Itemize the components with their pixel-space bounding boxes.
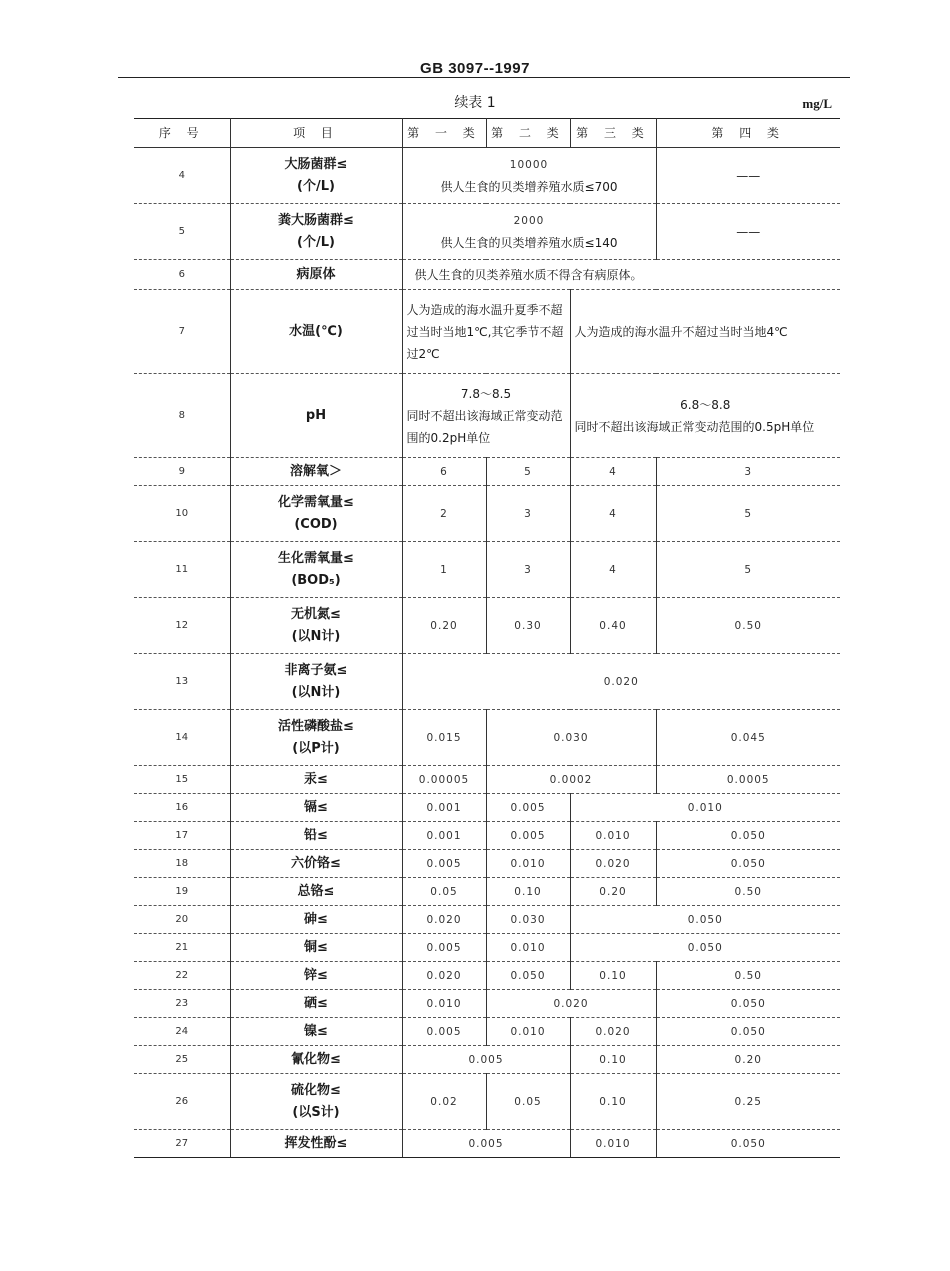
parameter-unit: (以N计) xyxy=(291,628,341,644)
parameter-name xyxy=(230,204,402,260)
row-number: 26 xyxy=(134,1074,230,1130)
ph-note: 同时不超出该海域正常变动范围的0.5pH单位 xyxy=(574,419,815,434)
class-1-value: 0.00005 xyxy=(402,766,486,794)
table-row xyxy=(134,1074,840,1130)
class-3-4-description: 人为造成的海水温升不超过当时当地4℃ xyxy=(570,290,840,374)
row-number: 17 xyxy=(134,822,230,850)
class-4-value: 5 xyxy=(656,486,840,542)
class-4-value: 0.050 xyxy=(656,850,840,878)
table-row xyxy=(134,794,840,822)
parameter-name: 镍≤ xyxy=(230,1018,402,1046)
class-3-value: 0.010 xyxy=(570,822,656,850)
header-rule xyxy=(118,77,850,78)
class-3-4-value: 0.050 xyxy=(570,934,840,962)
parameter-name: 水温(℃) xyxy=(230,290,402,374)
table-row xyxy=(134,822,840,850)
parameter-name: 砷≤ xyxy=(230,906,402,934)
class-1-value: 6 xyxy=(402,458,486,486)
ph-range: 6.8～8.8 xyxy=(680,397,731,412)
unit-label: mg/L xyxy=(802,96,832,111)
table-row xyxy=(134,374,840,458)
parameter-unit: (BOD₅) xyxy=(291,572,341,588)
class-4-value: 0.0005 xyxy=(656,766,840,794)
header-class-1: 第 一 类 xyxy=(402,119,486,148)
class-1-value: 0.02 xyxy=(402,1074,486,1130)
parameter-label: 大肠菌群≤ xyxy=(284,156,348,172)
class-2-value: 0.005 xyxy=(486,794,570,822)
class-1-value: 0.015 xyxy=(402,710,486,766)
row-number: 12 xyxy=(134,598,230,654)
merged-note: 供人生食的贝类增养殖水质≤700 xyxy=(440,179,618,194)
parameter-name xyxy=(230,710,402,766)
class-4-value: 0.050 xyxy=(656,1130,840,1158)
parameter-name: 六价铬≤ xyxy=(230,850,402,878)
parameter-label: 无机氮≤ xyxy=(291,606,341,622)
class-4-value: 0.045 xyxy=(656,710,840,766)
parameter-name: 氰化物≤ xyxy=(230,1046,402,1074)
parameter-label: 非离子氨≤ xyxy=(284,662,348,678)
class-2-3-value: 0.030 xyxy=(486,710,656,766)
class-1-value: 1 xyxy=(402,542,486,598)
row-number: 10 xyxy=(134,486,230,542)
class-1-2-description: 人为造成的海水温升夏季不超过当时当地1℃,其它季节不超过2℃ xyxy=(402,290,570,374)
table-row xyxy=(134,990,840,1018)
row-number: 9 xyxy=(134,458,230,486)
row-number: 24 xyxy=(134,1018,230,1046)
class-2-value: 0.050 xyxy=(486,962,570,990)
class-1-2-value: 0.005 xyxy=(402,1046,570,1074)
class-2-value: 0.030 xyxy=(486,906,570,934)
merged-value-cell xyxy=(402,148,656,204)
merged-value: 2000 xyxy=(513,214,545,227)
class-1-value: 0.005 xyxy=(402,850,486,878)
header-item: 项 目 xyxy=(230,119,402,148)
class-4-value: 0.50 xyxy=(656,598,840,654)
row-number: 16 xyxy=(134,794,230,822)
table-row xyxy=(134,260,840,290)
class-3-value: 0.10 xyxy=(570,1074,656,1130)
parameter-name xyxy=(230,654,402,710)
row-number: 21 xyxy=(134,934,230,962)
class-3-value: 0.020 xyxy=(570,850,656,878)
class-2-value: 3 xyxy=(486,542,570,598)
class-1-value: 0.001 xyxy=(402,822,486,850)
class-2-3-value: 0.0002 xyxy=(486,766,656,794)
parameter-name: 溶解氧＞ xyxy=(230,458,402,486)
parameter-name: 铅≤ xyxy=(230,822,402,850)
class-4-value: 0.20 xyxy=(656,1046,840,1074)
all-classes-value: 0.020 xyxy=(402,654,840,710)
table-row xyxy=(134,654,840,710)
merged-value-cell xyxy=(402,204,656,260)
class-3-4-value: 0.010 xyxy=(570,794,840,822)
parameter-name: 汞≤ xyxy=(230,766,402,794)
parameter-name: pH xyxy=(230,374,402,458)
table-row xyxy=(134,204,840,260)
row-number: 4 xyxy=(134,148,230,204)
class-4-value: —— xyxy=(656,204,840,260)
table-row xyxy=(134,1018,840,1046)
class-1-2-ph xyxy=(402,374,570,458)
class-2-value: 0.010 xyxy=(486,1018,570,1046)
table-row xyxy=(134,906,840,934)
class-4-value: 0.25 xyxy=(656,1074,840,1130)
parameter-name xyxy=(230,148,402,204)
class-1-value: 0.010 xyxy=(402,990,486,1018)
table-row xyxy=(134,542,840,598)
class-1-value: 0.005 xyxy=(402,934,486,962)
parameter-unit: (以N计) xyxy=(291,684,341,700)
class-4-value: 0.50 xyxy=(656,962,840,990)
class-4-value: 3 xyxy=(656,458,840,486)
table-row xyxy=(134,766,840,794)
table-row xyxy=(134,290,840,374)
parameter-unit: (以S计) xyxy=(292,1104,340,1120)
class-1-value: 2 xyxy=(402,486,486,542)
parameter-name xyxy=(230,542,402,598)
parameter-unit: (个/L) xyxy=(297,234,335,250)
class-2-value: 3 xyxy=(486,486,570,542)
ph-note: 同时不超出该海域正常变动范围的0.2pH单位 xyxy=(406,408,563,445)
class-1-value: 0.020 xyxy=(402,906,486,934)
class-3-value: 0.10 xyxy=(570,962,656,990)
parameter-unit: (COD) xyxy=(294,516,338,532)
row-number: 14 xyxy=(134,710,230,766)
header-class-3: 第 三 类 xyxy=(570,119,656,148)
parameter-label: 粪大肠菌群≤ xyxy=(278,212,354,228)
parameter-unit: (个/L) xyxy=(297,178,335,194)
parameter-label: 硫化物≤ xyxy=(291,1082,341,1098)
row-number: 13 xyxy=(134,654,230,710)
class-4-value: 5 xyxy=(656,542,840,598)
row-number: 8 xyxy=(134,374,230,458)
description-cell: 供人生食的贝类养殖水质不得含有病原体。 xyxy=(402,260,840,290)
row-number: 23 xyxy=(134,990,230,1018)
parameter-label: 活性磷酸盐≤ xyxy=(278,718,354,734)
row-number: 18 xyxy=(134,850,230,878)
table-row xyxy=(134,1130,840,1158)
parameter-label: 生化需氧量≤ xyxy=(278,550,354,566)
class-2-value: 0.30 xyxy=(486,598,570,654)
table-row xyxy=(134,148,840,204)
table-row xyxy=(134,934,840,962)
parameter-name: 铜≤ xyxy=(230,934,402,962)
parameter-name: 总铬≤ xyxy=(230,878,402,906)
row-number: 5 xyxy=(134,204,230,260)
row-number: 11 xyxy=(134,542,230,598)
class-1-value: 0.20 xyxy=(402,598,486,654)
class-1-value: 0.020 xyxy=(402,962,486,990)
class-1-value: 0.001 xyxy=(402,794,486,822)
class-4-value: 0.50 xyxy=(656,878,840,906)
merged-note: 供人生食的贝类增养殖水质≤140 xyxy=(440,235,618,250)
row-number: 25 xyxy=(134,1046,230,1074)
table-row xyxy=(134,962,840,990)
class-2-3-value: 0.020 xyxy=(486,990,656,1018)
merged-value: 10000 xyxy=(509,158,549,171)
parameter-name xyxy=(230,598,402,654)
class-4-value: —— xyxy=(656,148,840,204)
parameter-unit: (以P计) xyxy=(292,740,340,756)
class-2-value: 0.005 xyxy=(486,822,570,850)
row-number: 27 xyxy=(134,1130,230,1158)
table-header-row xyxy=(134,119,840,148)
parameter-name: 病原体 xyxy=(230,260,402,290)
class-2-value: 0.010 xyxy=(486,934,570,962)
table-row xyxy=(134,850,840,878)
table-row xyxy=(134,1046,840,1074)
parameter-name: 锌≤ xyxy=(230,962,402,990)
class-3-value: 0.10 xyxy=(570,1046,656,1074)
parameter-name: 硒≤ xyxy=(230,990,402,1018)
table-row xyxy=(134,710,840,766)
class-2-value: 5 xyxy=(486,458,570,486)
class-3-value: 0.20 xyxy=(570,878,656,906)
table-row xyxy=(134,486,840,542)
parameter-name xyxy=(230,486,402,542)
row-number: 22 xyxy=(134,962,230,990)
class-4-value: 0.050 xyxy=(656,990,840,1018)
class-3-value: 0.020 xyxy=(570,1018,656,1046)
header-class-4: 第 四 类 xyxy=(656,119,840,148)
table-row xyxy=(134,598,840,654)
class-2-value: 0.010 xyxy=(486,850,570,878)
class-3-value: 0.40 xyxy=(570,598,656,654)
class-3-value: 4 xyxy=(570,542,656,598)
class-3-4-value: 0.050 xyxy=(570,906,840,934)
parameter-label: 化学需氧量≤ xyxy=(278,494,354,510)
class-1-2-value: 0.005 xyxy=(402,1130,570,1158)
row-number: 15 xyxy=(134,766,230,794)
class-3-value: 4 xyxy=(570,486,656,542)
parameter-name: 镉≤ xyxy=(230,794,402,822)
class-2-value: 0.10 xyxy=(486,878,570,906)
class-4-value: 0.050 xyxy=(656,822,840,850)
class-1-value: 0.005 xyxy=(402,1018,486,1046)
header-class-2: 第 二 类 xyxy=(486,119,570,148)
row-number: 7 xyxy=(134,290,230,374)
header-no: 序 号 xyxy=(134,119,230,148)
class-3-value: 4 xyxy=(570,458,656,486)
document-code: GB 3097--1997 xyxy=(420,60,530,77)
class-4-value: 0.050 xyxy=(656,1018,840,1046)
row-number: 20 xyxy=(134,906,230,934)
table-caption: 续表 1 xyxy=(454,95,496,111)
parameter-name: 挥发性酚≤ xyxy=(230,1130,402,1158)
parameter-name xyxy=(230,1074,402,1130)
row-number: 6 xyxy=(134,260,230,290)
class-2-value: 0.05 xyxy=(486,1074,570,1130)
class-1-value: 0.05 xyxy=(402,878,486,906)
table-row xyxy=(134,458,840,486)
ph-range: 7.8～8.5 xyxy=(460,386,512,401)
table-row xyxy=(134,878,840,906)
class-3-value: 0.010 xyxy=(570,1130,656,1158)
class-3-4-ph xyxy=(570,374,840,458)
row-number: 19 xyxy=(134,878,230,906)
water-quality-table xyxy=(134,118,840,1158)
